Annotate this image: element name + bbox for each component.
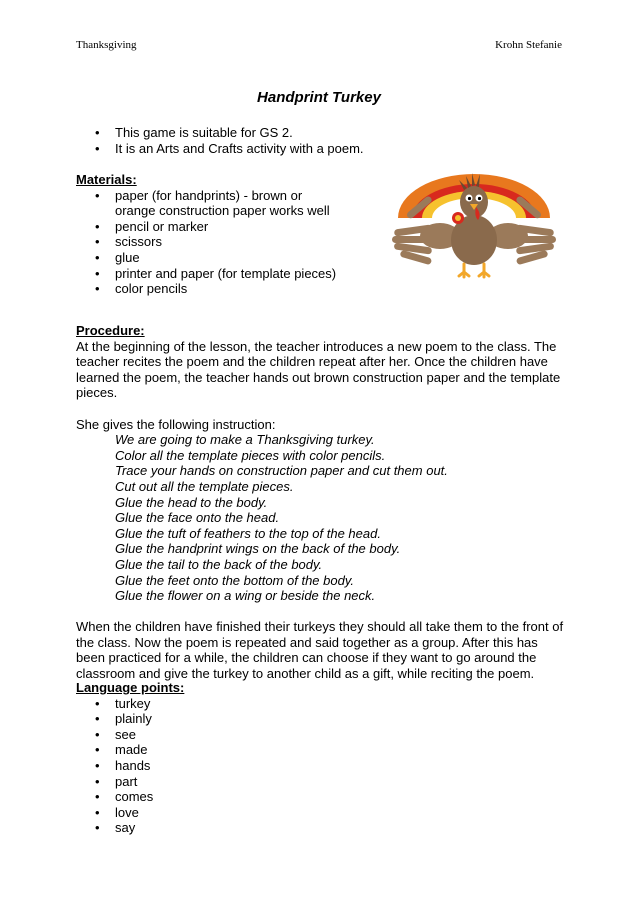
instruction-line: Glue the head to the body. xyxy=(115,494,268,510)
instruction-line: Glue the feet onto the bottom of the body. xyxy=(115,572,354,588)
materials-item: • glue xyxy=(76,250,376,266)
procedure-heading: Procedure: xyxy=(76,323,145,338)
intro-item: • This game is suitable for GS 2. xyxy=(76,125,566,141)
procedure-section xyxy=(76,323,566,682)
turkey-feet xyxy=(459,264,489,277)
language-item: • hands xyxy=(76,758,566,774)
language-item: • part xyxy=(76,774,566,790)
page-title: Handprint Turkey xyxy=(257,89,381,106)
intro-item: • It is an Arts and Crafts activity with a poem. xyxy=(76,141,566,157)
language-heading: Language points: xyxy=(76,680,185,695)
language-item: • turkey xyxy=(76,696,566,712)
language-item: • say xyxy=(76,820,566,836)
materials-item: • paper (for handprints) - brown or orange construction paper works well xyxy=(76,188,376,219)
materials-item: • color pencils xyxy=(76,281,376,297)
language-item: • see xyxy=(76,727,566,743)
instruction-line: Color all the template pieces with color pencils. xyxy=(115,447,386,463)
materials-item: • printer and paper (for template pieces) xyxy=(76,266,376,282)
intro-section xyxy=(76,125,566,156)
language-item: • comes xyxy=(76,789,566,805)
instruction-line: Glue the flower on a wing or beside the neck. xyxy=(115,588,376,604)
materials-section xyxy=(76,172,376,297)
instruction-list xyxy=(76,432,566,604)
instruction-line: Glue the handprint wings on the back of the body. xyxy=(115,541,401,557)
procedure-paragraph-3: When the children have finished their turkeys they should all take them to the front of the class. Now the poem is repeated and said together as a group. After this has been practiced for a while, the children can choose if they want to go around the classroom and give the turkey to another child as a gift, while reciting the poem. xyxy=(76,619,564,682)
language-item: • plainly xyxy=(76,711,566,727)
instruction-line: Glue the tuft of feathers to the top of the head. xyxy=(115,525,381,541)
language-section xyxy=(76,680,566,836)
instruction-line: Trace your hands on construction paper and cut them out. xyxy=(115,463,448,479)
procedure-paragraph-2: She gives the following instruction: xyxy=(76,416,276,432)
procedure-paragraph-1: At the beginning of the lesson, the teacher introduces a new poem to the class. The teacher recites the poem and the children repeat after her. Once the children have learned the poem, the teacher hands out brown construction paper and the template pieces. xyxy=(76,338,561,401)
instruction-line: Glue the face onto the head. xyxy=(115,510,280,526)
instruction-line: We are going to make a Thanksgiving turkey. xyxy=(115,432,375,448)
header-left: Thanksgiving xyxy=(76,39,137,51)
language-item: • made xyxy=(76,742,566,758)
flower xyxy=(452,212,464,224)
materials-item: • pencil or marker xyxy=(76,219,376,235)
header-right: Krohn Stefanie xyxy=(495,39,562,51)
instruction-line: Glue the tail to the back of the body. xyxy=(115,556,323,572)
instruction-line: Cut out all the template pieces. xyxy=(115,478,294,494)
turkey-head xyxy=(460,186,488,218)
language-item: • love xyxy=(76,805,566,821)
handprint-turkey-illustration xyxy=(388,170,560,280)
materials-item: • scissors xyxy=(76,234,376,250)
materials-heading: Materials: xyxy=(76,172,137,187)
